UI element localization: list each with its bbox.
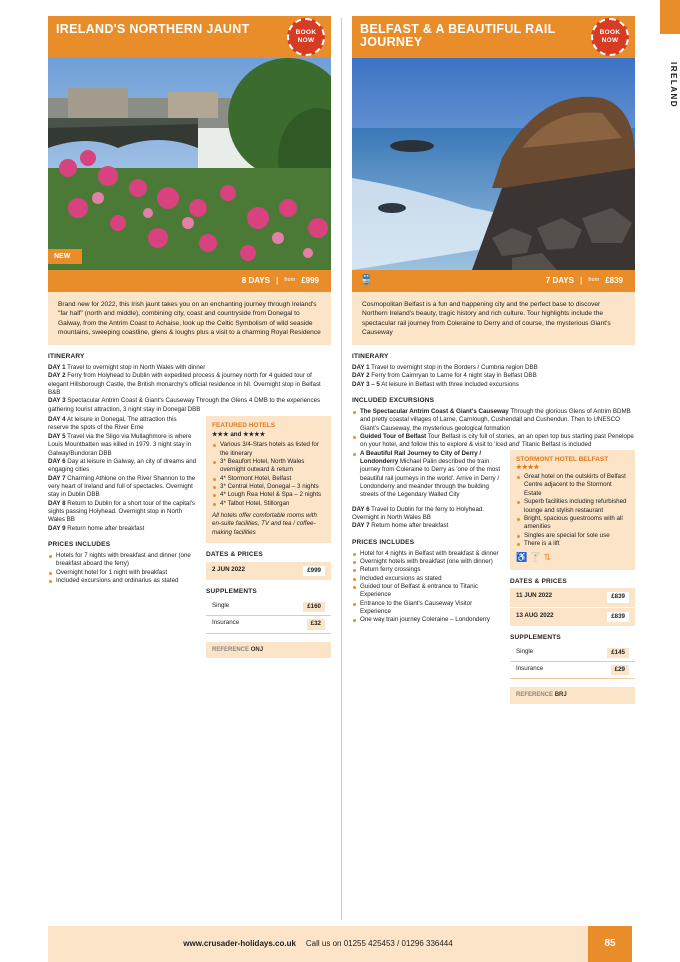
supplement-row — [206, 616, 331, 633]
page-number: 85 — [588, 926, 632, 962]
footer-website[interactable]: www.crusader-holidays.co.uk — [183, 938, 296, 948]
list-item: Included excursions as stated — [352, 575, 502, 583]
book-now-badge[interactable]: BOOK NOW — [591, 18, 629, 56]
supplement-value: £32 — [307, 619, 325, 629]
itinerary-day: DAY 8 Return to Dublin for a short tour of the capital's sights passing Holyhead. Overnight stop in North Wales BB — [48, 499, 196, 524]
reference-code: BRJ — [554, 692, 567, 699]
excursions-list-cont — [352, 450, 502, 500]
supplement-row — [510, 645, 635, 662]
date: 11 JUN 2022 — [516, 592, 553, 600]
supplement-value: £29 — [611, 665, 629, 675]
itinerary-cont — [48, 416, 198, 658]
hotels-note: All hotels offer comfortable rooms with en-suite facilities, TV and tea / coffee-making facilities — [212, 512, 317, 536]
list-item: Overnight hotel for 1 night with breakfast — [48, 569, 198, 577]
list-item: Singles are special for sole use — [516, 532, 629, 540]
list-item: The Spectacular Antrim Coast & Giant's Causeway Through the glorious Glens of Antrim BDMB and pretty coastal villages of Larne, Carnlough, Cushendall and Cushendun. Then to UNESCO Giant's Causeway, the mysterious geological formation — [352, 408, 635, 433]
tour-left — [48, 16, 331, 658]
supplements-heading: SUPPLEMENTS — [206, 588, 257, 596]
hotels-title: FEATURED HOTELS — [212, 422, 276, 430]
list-item: 4* Lough Rea Hotel & Spa – 2 nights — [212, 491, 325, 499]
tour-intro: Cosmopolitan Belfast is a fun and happening city and the perfect base to discover Northern Ireland's beauty, tragic history and rich culture. Tour highlights include the spectacular rail journey from Coleraine to Derry and of course, the mysterious Giant's Causeway — [352, 292, 635, 345]
itinerary-day: DAY 6 Day at leisure in Galway, an city of dreams and engaging cities — [48, 457, 197, 474]
list-item: 4* Stormont Hotel, Belfast — [212, 475, 325, 483]
tour-title-header — [352, 16, 635, 58]
itinerary-day: DAY 5 Travel via the Sligo via Mullaghmore is where Louis Mountbatten was killed in 1979. 3 night stay in Galway/Bundoran DBB — [48, 432, 192, 457]
section-tab — [660, 0, 680, 34]
hotel-title: STORMONT HOTEL BELFAST ★★★★ — [516, 455, 609, 472]
tour-photo-causeway — [352, 58, 635, 270]
giants-causeway-image — [352, 58, 635, 270]
tour-intro: Brand new for 2022, this Irish jaunt takes you on an enchanting journey through Ireland's "far half" (north and middle), combining city, coast and countryside from Donegal to Galway, from the Antrim Coast to Achaise, look up the Celtic Symbolism of wild seaside mountains, sweeping coastline, glens & loughs plus a visit to a charming Royal Residence — [48, 292, 331, 345]
column-divider — [341, 18, 342, 920]
date-price-row — [510, 608, 635, 626]
from-label: from — [588, 277, 600, 284]
lower-left-area — [48, 416, 331, 658]
lower-right-area — [352, 450, 635, 704]
list-item: One way train journey Coleraine – Londonderry — [352, 616, 502, 624]
bridge-flowers-image — [48, 58, 331, 270]
supplement-label: Insurance — [212, 619, 240, 627]
includes-heading: PRICES INCLUDES — [48, 541, 111, 549]
date-price-row — [510, 588, 635, 606]
supplement-label: Single — [516, 647, 534, 655]
tour-photo-bridge — [48, 58, 331, 270]
itinerary-heading: ITINERARY — [48, 353, 85, 361]
hotels-list — [212, 441, 325, 508]
reference-code: ONJ — [250, 646, 264, 653]
list-item: 4* Talbot Hotel, Stillorgan — [212, 500, 325, 508]
bar-icon: 🍸 — [529, 552, 541, 563]
list-item: 3* Beaufort Hotel, North Wales overnight outward & return — [212, 458, 325, 475]
list-item: Overnight hotels with breakfast (one with dinner) — [352, 558, 502, 566]
itinerary-day: DAY 7 Charming Athlone on the River Shannon to the very heart of Ireland and full of spectacles. Overnight stay in Dublin DBB — [48, 474, 196, 499]
featured-hotels-box — [206, 416, 331, 543]
excursions-heading: INCLUDED EXCURSIONS — [352, 397, 435, 405]
includes-list — [352, 550, 502, 625]
itinerary-day: DAY 2 Ferry from Cairnryan to Larne for 4 night stay in Belfast DBB — [352, 372, 537, 380]
supplement-row — [206, 599, 331, 616]
section-tab-label: IRELAND — [669, 62, 678, 109]
itinerary-day: DAY 2 Ferry from Holyhead to Dublin with expedited process & journey north for 4 guided tour of elegant Hillsborough Castle, the British monarchy's official residence in NI. Overnight stop in Belfast B&B — [48, 372, 321, 397]
tour-right — [352, 16, 635, 704]
footer-bar — [48, 926, 588, 962]
list-item: Guided Tour of Belfast Tour Belfast is city full of stories, an an open top bus starting past Penelope on your hotel, and follow this to explore & visit to 'Iced and' Titanic Belfast is included — [352, 433, 635, 450]
from-label: from — [284, 277, 296, 284]
itinerary-day: DAY 9 Return home after breakfast — [48, 524, 145, 532]
footer-call: Call us on 01255 425453 / 01296 336444 — [305, 938, 453, 948]
supplement-value: £160 — [303, 602, 325, 612]
price-bar — [48, 270, 331, 292]
list-item: Great hotel on the outskirts of Belfast Centre adjacent to the Stormont Estate — [516, 473, 629, 498]
right-main-text — [352, 450, 502, 704]
right-sidebar — [510, 450, 635, 704]
date: 2 JUN 2022 — [212, 565, 246, 573]
tour-days: 8 DAYS — [241, 275, 270, 285]
itinerary-day: DAY 6 Travel to Dublin for the ferry to Holyhead. Overnight in North Wales BB — [352, 505, 485, 522]
supplement-label: Single — [212, 602, 230, 610]
reference-box — [510, 687, 635, 703]
list-item: Included excursions and ordinarius as stated — [48, 577, 198, 585]
lift-icon: ⇅ — [543, 552, 552, 563]
list-item: Hotel for 4 nights in Belfast with breakfast & dinner — [352, 550, 502, 558]
price-bar — [352, 270, 635, 292]
supplement-value: £145 — [607, 648, 629, 658]
wheelchair-icon: ♿ — [516, 552, 528, 563]
facility-icons — [516, 551, 629, 563]
tour-days: 7 DAYS — [545, 275, 574, 285]
list-item: Entrance to the Giant's Causeway Visitor Experience — [352, 600, 502, 617]
supplement-label: Insurance — [516, 665, 544, 673]
dates-heading: DATES & PRICES — [206, 551, 263, 559]
date-price-row — [206, 562, 331, 580]
list-item: A Beautiful Rail Journey to City of Derry / Londonderry Michael Palin described the train journey from Coleraine to Derry as 'one of the most beautiful rail journeys in the world'. Arrive in Derry / Londonderry and meander through the building streets of the Legendary Walled City — [352, 450, 502, 500]
tour-title: IRELAND'S NORTHERN JAUNT — [56, 22, 250, 36]
itinerary-top — [48, 364, 331, 414]
price: £839 — [607, 612, 629, 622]
hotel-features — [516, 473, 629, 548]
excursions-list — [352, 408, 635, 450]
itinerary-day: DAY 3 Spectacular Antrim Coast & Giant's Causeway Through the Glens 4 DMB to the experiences gathering tourist attraction, 3 night stay in Donegal DBB — [48, 397, 321, 413]
reference-label: REFERENCE — [212, 646, 250, 653]
list-item: 3* Central Hotel, Donegal – 3 nights — [212, 483, 325, 491]
list-item: There is a lift — [516, 540, 629, 548]
price: £839 — [607, 592, 629, 602]
hotel-stars: ★★★ and ★★★★ — [212, 430, 266, 438]
stormont-hotel-box — [510, 450, 635, 570]
list-item: Bright, spacious guestrooms with all amenities — [516, 515, 629, 532]
itinerary-heading: ITINERARY — [352, 353, 389, 361]
supplements-heading: SUPPLEMENTS — [510, 633, 561, 641]
list-item: Superb facilities including refurbished lounge and stylish restaurant — [516, 498, 629, 515]
tour-title: BELFAST & A BEAUTIFUL RAIL JOURNEY — [360, 22, 556, 49]
tour-price: £999 — [301, 275, 319, 285]
itinerary-day: DAY 3 – 5 At leisure in Belfast with three included excursions — [352, 380, 519, 388]
itinerary-day: DAY 1 Travel to overnight stop in the Borders / Cumbria region DBB — [352, 363, 538, 371]
price: £999 — [303, 566, 325, 576]
new-tag: NEW — [48, 249, 82, 264]
itinerary-day: DAY 1 Travel to overnight stop in North Wales with dinner — [48, 363, 206, 371]
left-sidebar — [206, 416, 331, 658]
itinerary-day: DAY 7 Return home after breakfast — [352, 522, 449, 530]
tour-price: £839 — [605, 275, 623, 285]
train-icon: 🚆 — [360, 275, 373, 287]
date: 13 AUG 2022 — [516, 611, 554, 619]
list-item: Hotels for 7 nights with breakfast and dinner (one breakfast aboard the ferry) — [48, 552, 198, 569]
includes-list — [48, 552, 198, 585]
reference-box — [206, 642, 331, 658]
list-item: Various 3/4-Stars hotels as listed for the itinerary — [212, 441, 325, 458]
list-item: Guided tour of Belfast & entrance to Titanic Experience — [352, 583, 502, 600]
list-item: Return ferry crossings — [352, 566, 502, 574]
supplement-row — [510, 662, 635, 679]
includes-heading: PRICES INCLUDES — [352, 538, 415, 546]
tour-title-header — [48, 16, 331, 58]
dates-heading: DATES & PRICES — [510, 577, 567, 585]
price-separator: | — [579, 275, 583, 285]
book-now-badge[interactable]: BOOK NOW — [287, 18, 325, 56]
price-separator: | — [275, 275, 279, 285]
reference-label: REFERENCE — [516, 692, 554, 699]
itinerary-day: DAY 4 At leisure in Donegal, The attraction this reserve the spots of the River Erne — [48, 416, 177, 432]
